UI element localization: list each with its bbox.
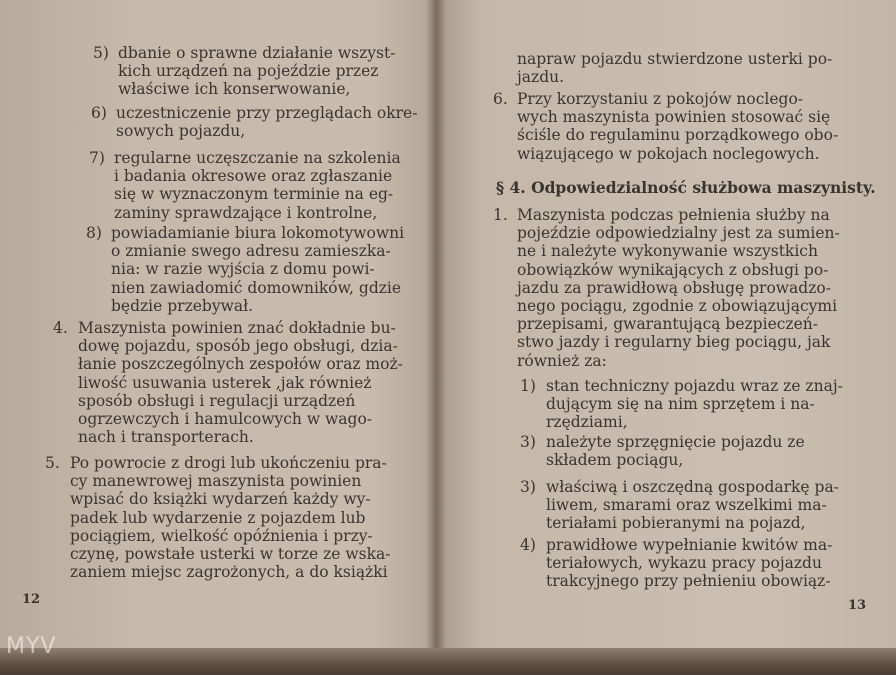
item-number: 6)	[91, 104, 107, 122]
book-gutter	[426, 0, 446, 675]
item-number: 1)	[520, 377, 536, 395]
item-number: 1.	[493, 206, 508, 224]
page-number-right: 13	[848, 598, 867, 613]
book-bottom-edge	[0, 648, 896, 675]
watermark-logo: MYV	[6, 634, 57, 659]
item-number: 7)	[89, 149, 105, 167]
item-number: 4)	[520, 536, 536, 554]
item-number: 8)	[86, 224, 102, 242]
section-heading: § 4. Odpowiedzialność służbowa maszynisty.	[496, 178, 876, 197]
item-number: 3)	[520, 433, 536, 451]
item-number: 6.	[493, 90, 508, 108]
item-number: 4.	[53, 319, 68, 337]
continuation-text: napraw pojazdu stwierdzone usterki po- jazdu.	[517, 50, 833, 87]
item-number: 3)	[520, 478, 536, 496]
item-number: 5)	[93, 44, 109, 62]
item-number: 5.	[45, 454, 60, 472]
page-number-left: 12	[22, 592, 41, 607]
